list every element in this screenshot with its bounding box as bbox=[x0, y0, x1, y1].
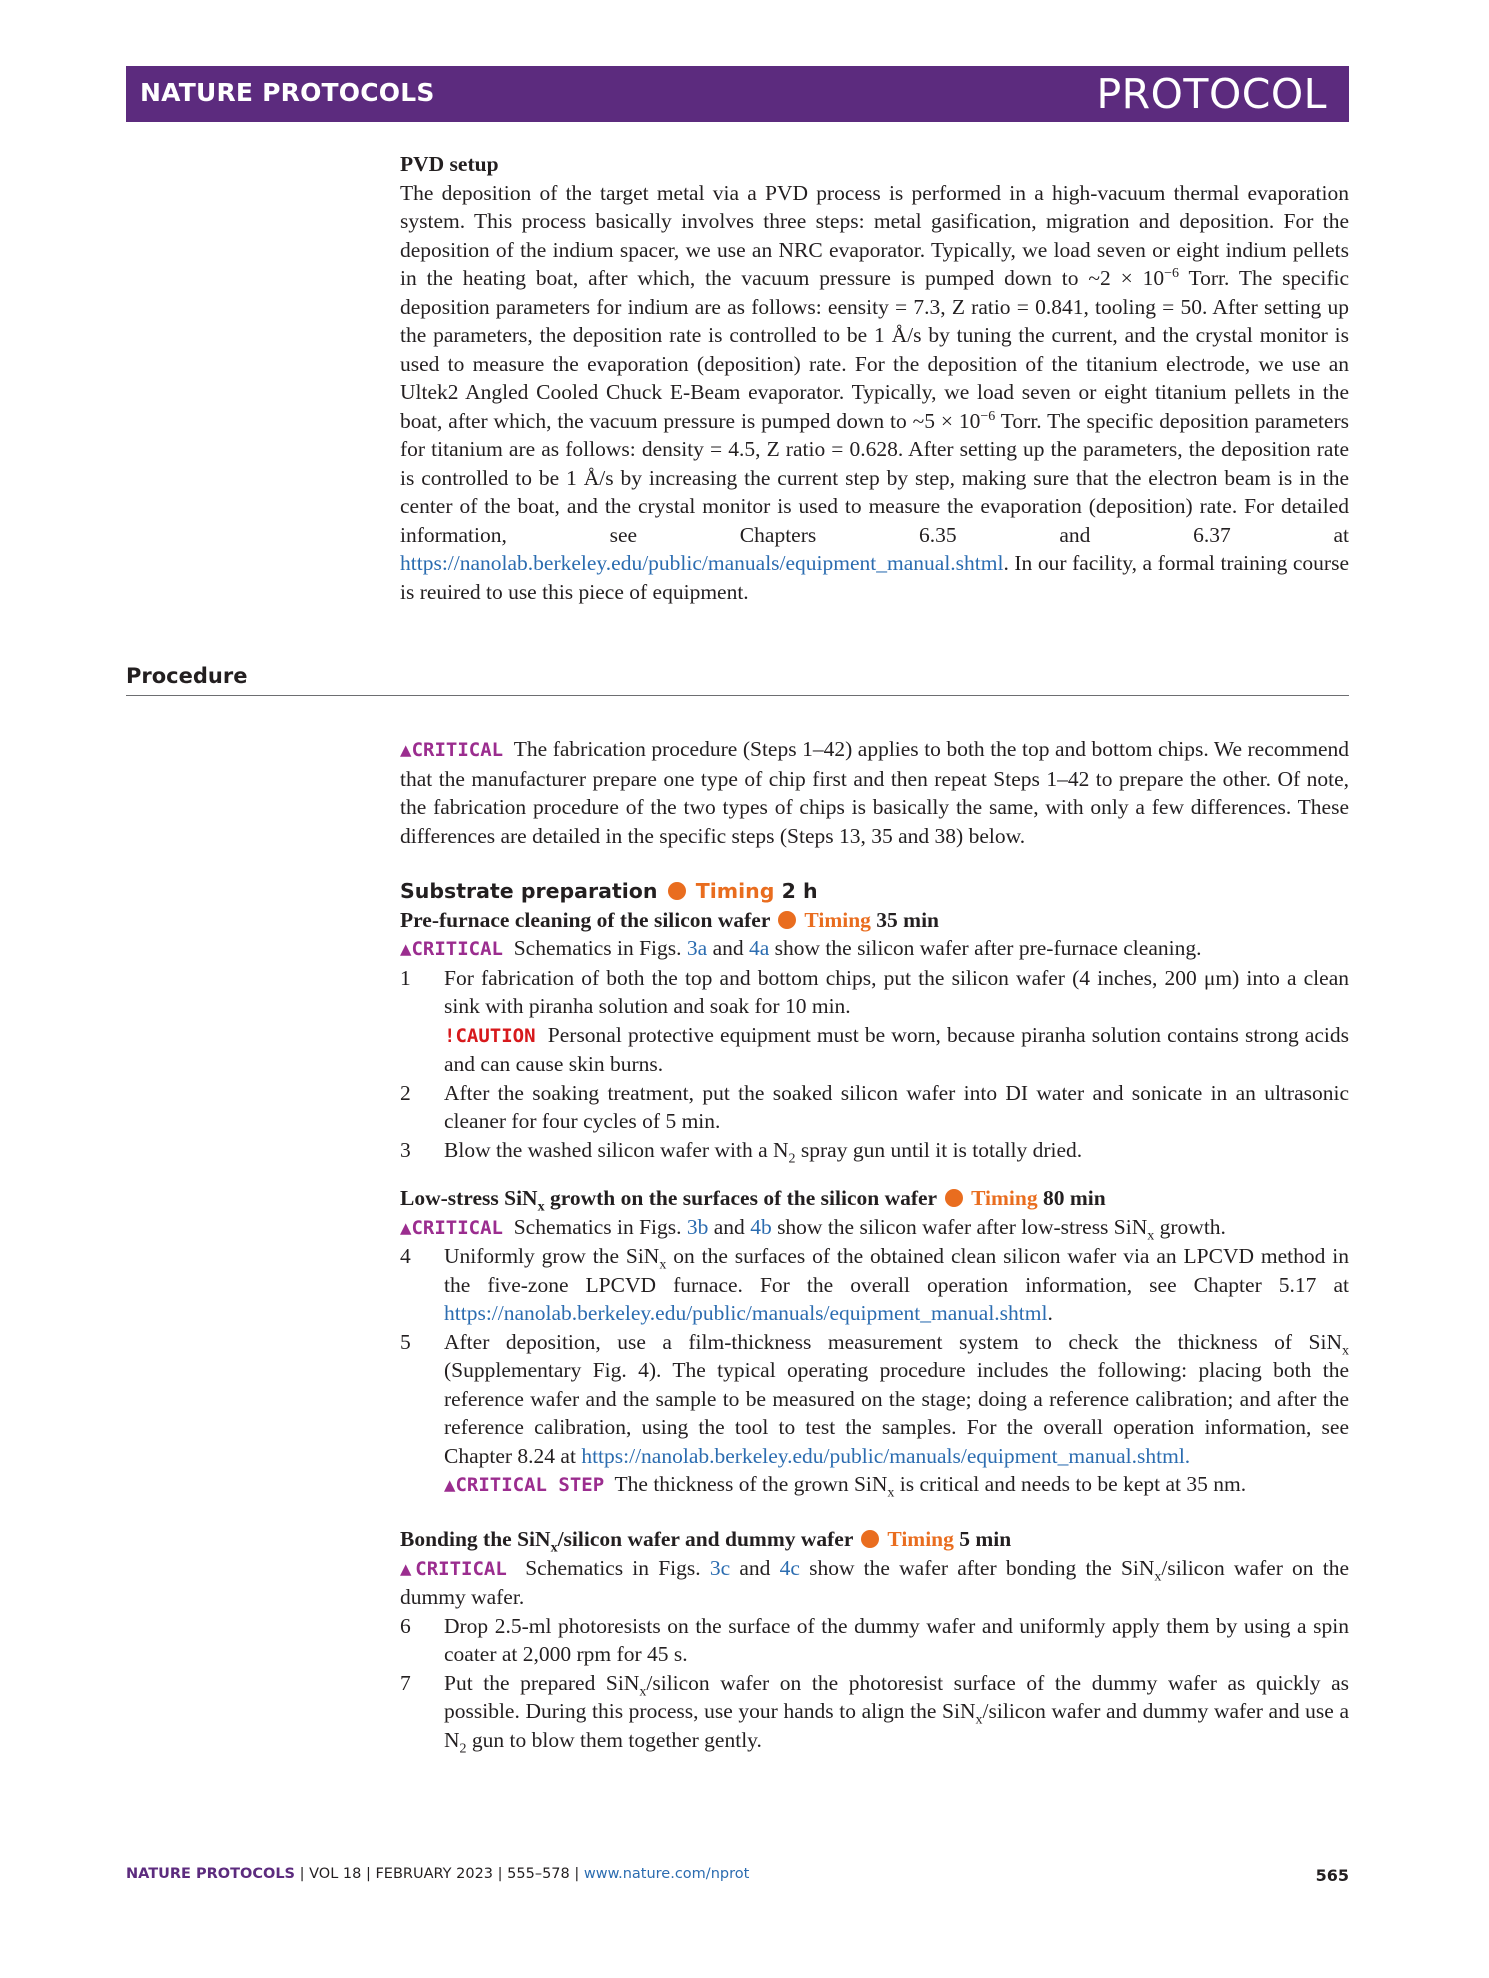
step-text: Blow the washed silicon wafer with a $N_2$ spray gun until it is totally dried. bbox=[444, 1137, 1083, 1166]
footer-separator: | bbox=[497, 1866, 503, 1882]
substrate-timing-label: Timing bbox=[695, 879, 775, 903]
subscript: x bbox=[537, 1199, 545, 1215]
step-6 bbox=[400, 1612, 1349, 1669]
section3-critical-text: Schematics in Figs. 3c and 4c show the wafer after bonding the SiN$_x$/silicon wafer on the dummy wafer. bbox=[400, 1555, 1350, 1609]
section2-timing-value: 80 min bbox=[1042, 1186, 1106, 1210]
footer-date: FEBRUARY 2023 bbox=[375, 1866, 494, 1882]
substrate-title: Substrate preparation bbox=[400, 879, 658, 903]
step-number: 7 bbox=[400, 1670, 411, 1695]
section3-timing-label: Timing bbox=[887, 1527, 954, 1551]
critical-step-label: ▲CRITICAL STEP bbox=[444, 1474, 605, 1496]
superscript: −6 bbox=[1164, 265, 1179, 281]
subscript: x bbox=[1147, 1227, 1155, 1243]
subscript: x bbox=[639, 1683, 647, 1699]
step-3 bbox=[400, 1136, 1349, 1165]
timing-dot-icon bbox=[861, 1530, 879, 1548]
section2-critical-text: Schematics in Figs. 3b and 4b show the silicon wafer after low-stress SiN$_x$ growth. bbox=[513, 1214, 1226, 1243]
subscript: x bbox=[550, 1540, 558, 1556]
step-number: 6 bbox=[400, 1613, 411, 1638]
inline-link[interactable]: https://nanolab.berkeley.edu/public/manuals/equipment_manual.shtml. bbox=[581, 1443, 1191, 1468]
step-critical-step bbox=[444, 1470, 1349, 1500]
subscript: x bbox=[975, 1712, 983, 1728]
step-text: Put the prepared SiN$_x$/silicon wafer on the photoresist surface of the dummy wafer as quickly as possible. During this process, use your hands to align the SiN$_x$/silicon wafer and dummy wafer and use a $N_2$ gun to blow them together gently. bbox=[444, 1670, 1350, 1756]
critical-label: ▲CRITICAL bbox=[400, 1216, 503, 1239]
step-1 bbox=[400, 964, 1349, 1079]
step-number: 3 bbox=[400, 1137, 411, 1162]
pvd-setup-body: The deposition of the target metal via a PVD process is performed in a high-vacuum thermal evaporation system. This process basically involves three steps: metal gasification, migration and deposition. For the deposition of the indium spacer, we use an NRC evaporator. Typically, we load seven or eight indium pellets in the heating boat, after which, the vacuum pressure is pumped down to ~2 × $10^{-6}$ Torr. The specific deposition parameters for indium are as follows: eensity = 7.3, Z ratio = 0.841, tooling = 50. After setting up the parameters, the deposition rate is controlled to be 1 Å/s by tuning the current, and the crystal monitor is used to measure the evaporation (deposition) rate. For the deposition of the titanium electrode, we use an Ultek2 Angled Cooled Chuck E-Beam evaporator. Typically, we load seven or eight titanium pellets in the boat, after which, the vacuum pressure is pumped down to ~5 × $10^{-6}$ Torr. The specific deposition parameters for titanium are as follows: density = 4.5, Z ratio = 0.628. After setting up the parameters, the deposition rate is controlled to be 1 Å/s by increasing the current step by step, making sure that the electron beam is in the center of the boat, and the crystal monitor is used to measure the evaporation (deposition) rate. For detailed information, see Chapters 6.35 and 6.37 at https://nanolab.berkeley.edu/public/manuals/equipment_manual.shtml. In our facility, a formal training course is reuired to use this piece of equipment. bbox=[400, 180, 1349, 604]
section2-title-line bbox=[400, 1184, 1349, 1213]
procedure-heading-rule bbox=[126, 664, 1349, 696]
page-number: 565 bbox=[1315, 1866, 1349, 1885]
step-number: 1 bbox=[400, 965, 411, 990]
section1-critical-text: Schematics in Figs. 3a and 4a show the silicon wafer after pre-furnace cleaning. bbox=[513, 936, 1202, 960]
section2-timing-label: Timing bbox=[971, 1186, 1038, 1210]
subscript: 2 bbox=[788, 1150, 796, 1166]
step-7 bbox=[400, 1669, 1349, 1755]
journal-name: NATURE PROTOCOLS bbox=[140, 78, 435, 107]
section3-critical bbox=[400, 1554, 1349, 1612]
footer-pages: 555–578 bbox=[507, 1866, 570, 1882]
timing-dot-icon bbox=[778, 911, 796, 929]
critical-label: ▲CRITICAL bbox=[400, 1557, 507, 1580]
page-footer bbox=[126, 1866, 1349, 1885]
subscript: 2 bbox=[459, 1740, 467, 1756]
section1-timing-label: Timing bbox=[804, 907, 871, 932]
step-text: For fabrication of both the top and bottom chips, put the silicon wafer (4 inches, 200 μm) into a clean sink with piranha solution and soak for 10 min. bbox=[444, 965, 1349, 1018]
inline-link[interactable]: 3c bbox=[709, 1555, 731, 1580]
subscript: x bbox=[1342, 1342, 1349, 1358]
critical-intro bbox=[400, 735, 1349, 850]
step-text: After the soaking treatment, put the soaked silicon wafer into DI water and sonicate in an ultrasonic cleaner for four cycles of 5 min. bbox=[444, 1080, 1349, 1133]
step-text: Drop 2.5-ml photoresists on the surface of the dummy wafer and uniformly apply them by using a spin coater at 2,000 rpm for 45 s. bbox=[444, 1613, 1349, 1666]
section1-title-line bbox=[400, 906, 1349, 935]
inline-link[interactable]: 3b bbox=[686, 1214, 709, 1239]
section2-critical bbox=[400, 1213, 1349, 1243]
timing-dot-icon bbox=[668, 882, 686, 900]
section1-timing-value: 35 min bbox=[876, 907, 939, 932]
caution-text: Personal protective equipment must be worn, because piranha solution contains strong acids and can cause skin burns. bbox=[444, 1022, 1350, 1076]
step-text: After deposition, use a film-thickness measurement system to check the thickness of SiN$_x$ (Supplementary Fig. 4). The typical operating procedure includes the following: placing both the reference wafer and the sample to be measured on the stage; doing a reference calibration; and after the reference calibration, using the tool to test the samples. For the overall operation information, see Chapter 8.24 at https://nanolab.berkeley.edu/public/manuals/equipment_manual.shtml. bbox=[444, 1329, 1349, 1468]
bonding-section bbox=[400, 1525, 1349, 1754]
footer-separator: | bbox=[299, 1866, 305, 1882]
footer-separator: | bbox=[365, 1866, 371, 1882]
section1-title: Pre-furnace cleaning of the silicon wafer bbox=[400, 907, 771, 932]
step-number: 4 bbox=[400, 1244, 411, 1268]
section3-title-line bbox=[400, 1525, 1349, 1554]
step-4 bbox=[400, 1242, 1349, 1328]
inline-link[interactable]: 3a bbox=[686, 936, 708, 960]
article-type: PROTOCOL bbox=[1096, 70, 1327, 118]
procedure-heading: Procedure bbox=[126, 664, 248, 688]
critical-step-text: The thickness of the grown SiN$_x$ is critical and needs to be kept at 35 nm. bbox=[614, 1472, 1247, 1501]
superscript: −6 bbox=[980, 408, 996, 424]
section1-critical bbox=[400, 934, 1349, 964]
inline-link[interactable]: 4a bbox=[748, 936, 770, 960]
footer-journal: NATURE PROTOCOLS bbox=[126, 1866, 296, 1882]
critical-intro-text: The fabrication procedure (Steps 1–42) applies to both the top and bottom chips. We recommend that the manufacturer prepare one type of chip first and then repeat Steps 1–42 to prepare the other. Of note, the fabrication procedure of the two types of chips is basically the same, with only a few differences. These differences are detailed in the specific steps (Steps 13, 35 and 38) below. bbox=[400, 737, 1349, 848]
step-number: 5 bbox=[400, 1329, 411, 1354]
inline-link[interactable]: 4c bbox=[779, 1555, 800, 1580]
journal-header-bar bbox=[126, 66, 1349, 122]
section2-title: Low-stress SiN$_x$ growth on the surfaces of the silicon wafer bbox=[400, 1186, 937, 1215]
inline-link[interactable]: https://nanolab.berkeley.edu/public/manuals/equipment_manual.shtml bbox=[400, 551, 1004, 575]
footer-volume: VOL 18 bbox=[309, 1866, 362, 1882]
subscript: x bbox=[887, 1485, 895, 1501]
timing-dot-icon bbox=[945, 1189, 963, 1207]
critical-label: ▲CRITICAL bbox=[400, 739, 504, 761]
pvd-setup-title: PVD setup bbox=[400, 152, 499, 176]
caution-label: !CAUTION bbox=[444, 1024, 536, 1047]
pvd-setup-section bbox=[400, 150, 1349, 606]
critical-label: ▲CRITICAL bbox=[400, 938, 503, 960]
step-number: 2 bbox=[400, 1080, 411, 1105]
footer-url-link[interactable]: www.nature.com/nprot bbox=[583, 1866, 750, 1882]
sinx-growth-section bbox=[400, 1184, 1349, 1500]
step-5 bbox=[400, 1328, 1349, 1500]
footer-separator: | bbox=[574, 1866, 580, 1882]
section3-title: Bonding the SiN$_x$/silicon wafer and dummy wafer bbox=[400, 1527, 853, 1556]
substrate-preparation-section bbox=[400, 877, 1349, 1164]
subscript: x bbox=[659, 1257, 667, 1273]
step-text: Uniformly grow the SiN$_x$ on the surfaces of the obtained clean silicon wafer via an LPCVD method in the five-zone LPCVD furnace. For the overall operation information, see Chapter 5.17 at https://nanolab.berkeley.edu/public/manuals/equipment_manual.shtml. bbox=[444, 1244, 1349, 1325]
substrate-timing-value: 2 h bbox=[781, 879, 818, 903]
subscript: x bbox=[1154, 1568, 1162, 1584]
inline-link[interactable]: 4b bbox=[750, 1214, 772, 1239]
step-2 bbox=[400, 1079, 1349, 1136]
section3-timing-value: 5 min bbox=[959, 1527, 1012, 1551]
inline-link[interactable]: https://nanolab.berkeley.edu/public/manuals/equipment_manual.shtml bbox=[444, 1301, 1048, 1325]
step-caution bbox=[444, 1021, 1349, 1079]
